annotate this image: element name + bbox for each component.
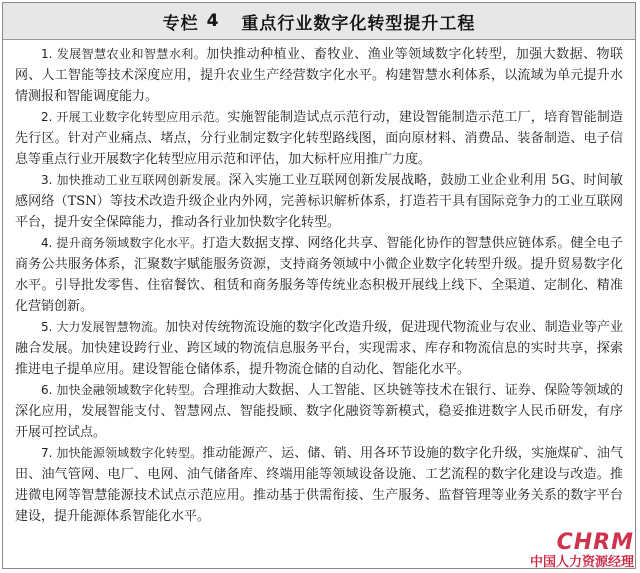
item-lead: 5. 大力发展智慧物流。 xyxy=(41,320,166,334)
item-lead: 1. 发展智慧农业和智慧水利。 xyxy=(41,47,207,61)
item-lead: 3. 加快推动工业互联网创新发展。 xyxy=(41,173,229,187)
watermark-site-name: 中国人力资源经理 xyxy=(529,555,634,570)
column-header xyxy=(3,3,635,40)
list-item xyxy=(15,170,623,233)
item-text: 加快对传统物流设施的数字化改造升级，促进现代物流业与农业、制造业等产业融合发展。加快建设跨行业、跨区域的物流信息服务平台，实现需求、库存和物流信息的实时共享，探索推进电子提单应用。建设智能仓储体系，提升物流仓储的自动化、智能化水平。 xyxy=(15,320,623,377)
list-item xyxy=(15,233,623,317)
list-item xyxy=(15,380,623,443)
item-text: 深入实施工业互联网创新发展战略，鼓励工业企业利用 5G、时间敏感网络（TSN）等技术改造升级企业内外网，完善标识解析体系，打造若干具有国际竞争力的工业互联网平台，提升安全保障能力，推动各行业加快数字化转型。 xyxy=(15,173,624,230)
column-number: 4 xyxy=(206,11,220,31)
column-title: 重点行业数字化转型提升工程 xyxy=(241,13,476,34)
list-item xyxy=(15,107,623,170)
site-watermark xyxy=(530,532,634,569)
column-label: 专栏 xyxy=(162,13,199,34)
item-text: 推动能源产、运、储、销、用各环节设施的数字化升级，实施煤矿、油气田、油气管网、电厂、电网、油气储备库、终端用能等领域设备设施、工艺流程的数字化建设与改造。推进微电网等智慧能源技术试点示范应用。推动基于供需衔接、生产服务、监督管理等业务关系的数字平台建设，提升能源体系智能化水平。 xyxy=(15,446,623,524)
list-item xyxy=(15,443,623,527)
column-box xyxy=(2,2,636,569)
column-body xyxy=(3,40,635,527)
item-lead: 4. 提升商务领域数字化水平。 xyxy=(41,236,203,250)
list-item xyxy=(15,317,623,380)
watermark-logo: CHRM xyxy=(556,530,634,555)
item-text: 合理推动大数据、人工智能、区块链等技术在银行、证券、保险等领域的深化应用，发展智能支付、智慧网点、智能投顾、数字化融资等新模式，稳妥推进数字人民币研发，有序开展可控试点。 xyxy=(15,383,623,440)
item-lead: 6. 加快金融领域数字化转型。 xyxy=(41,383,203,397)
item-text: 打造大数据支撑、网络化共享、智能化协作的智慧供应链体系。健全电子商务公共服务体系，汇聚数字赋能服务资源，支持商务领域中小微企业数字化转型升级。提升贸易数字化水平。引导批发零售、住宿餐饮、租赁和商务服务等传统业态积极开展线上线下、全渠道、定制化、精准化营销创新。 xyxy=(15,236,623,314)
item-lead: 2. 开展工业数字化转型应用示范。 xyxy=(41,110,228,124)
item-text: 加快推动种植业、畜牧业、渔业等领域数字化转型，加强大数据、物联网、人工智能等技术深度应用，提升农业生产经营数字化水平。构建智慧水利体系，以流域为单元提升水情测报和智能调度能力。 xyxy=(15,47,623,104)
item-text: 实施智能制造试点示范行动，建设智能制造示范工厂，培育智能制造先行区。针对产业痛点、堵点，分行业制定数字化转型路线图，面向原材料、消费品、装备制造、电子信息等重点行业开展数字化转型应用示范和评估，加大标杆应用推广力度。 xyxy=(15,110,623,167)
list-item xyxy=(15,44,623,107)
item-lead: 7. 加快能源领域数字化转型。 xyxy=(41,446,203,460)
